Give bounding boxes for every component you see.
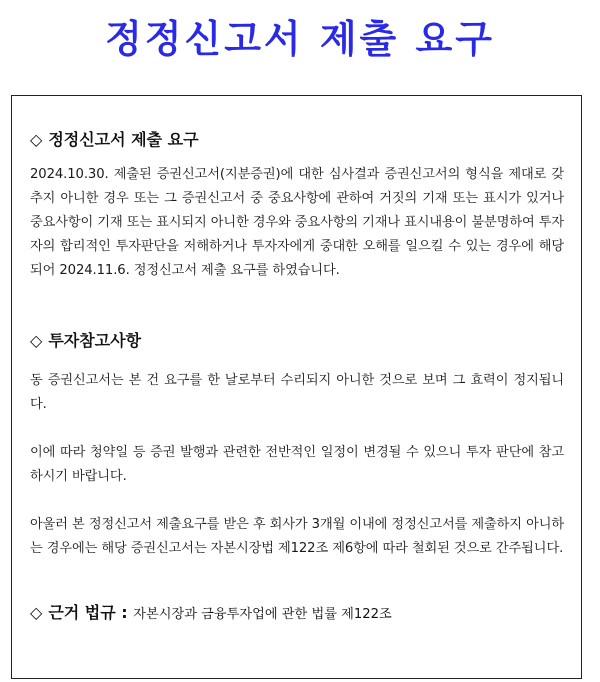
investor-note-paragraph: 동 증권신고서는 본 건 요구를 한 날로부터 수리되지 아니한 것으로 보며 그 효력이 정지됩니다. xyxy=(30,373,564,412)
diamond-bullet-icon: ◇ xyxy=(30,130,43,149)
diamond-bullet-icon: ◇ xyxy=(30,603,43,622)
diamond-bullet-icon: ◇ xyxy=(30,331,43,350)
notice-content-box xyxy=(11,95,582,679)
investor-notes-heading xyxy=(30,331,564,351)
correction-request-body: 2024.10.30. 제출된 증권신고서(지분증권)에 대한 심사결과 증권신고서의 형식을 제대로 갖추지 아니한 경우 또는 그 증권신고서 중 중요사항에 관하여 거짓의 기재 또는 표시가 있거나 중요사항이 기재 또는 표시되지 아니한 경우와 중요사항의 기재나 표시내용이 불분명하여 투자자의 합리적인 투자판단을 저해하거나 투자자에게 중대한 오해를 일으킬 수 있는 경우에 해당되어 2024.11.6. 정정신고서 제출 요구를 하였습니다. xyxy=(30,167,564,278)
investor-note-paragraph: 이에 따라 청약일 등 증권 발행과 관련한 전반적인 일정이 변경될 수 있으니 투자 판단에 참고하시기 바랍니다. xyxy=(30,445,564,484)
legal-basis-heading-text: 근거 법규 : xyxy=(48,603,128,622)
page-title: 정정신고서 제출 요구 xyxy=(105,16,495,61)
correction-request-heading-text: 정정신고서 제출 요구 xyxy=(48,130,199,149)
correction-request-heading xyxy=(30,130,564,150)
investor-notes-heading-text: 투자참고사항 xyxy=(48,331,142,350)
legal-basis-value: 자본시장과 금융투자업에 관한 법률 제122조 xyxy=(133,607,392,622)
investor-note-paragraph: 아울러 본 정정신고서 제출요구를 받은 후 회사가 3개월 이내에 정정신고서를 제출하지 아니하는 경우에는 해당 증권신고서는 자본시장법 제122조 제6항에 따라 철회된 것으로 간주됩니다. xyxy=(30,517,564,556)
legal-basis-heading xyxy=(30,603,564,625)
